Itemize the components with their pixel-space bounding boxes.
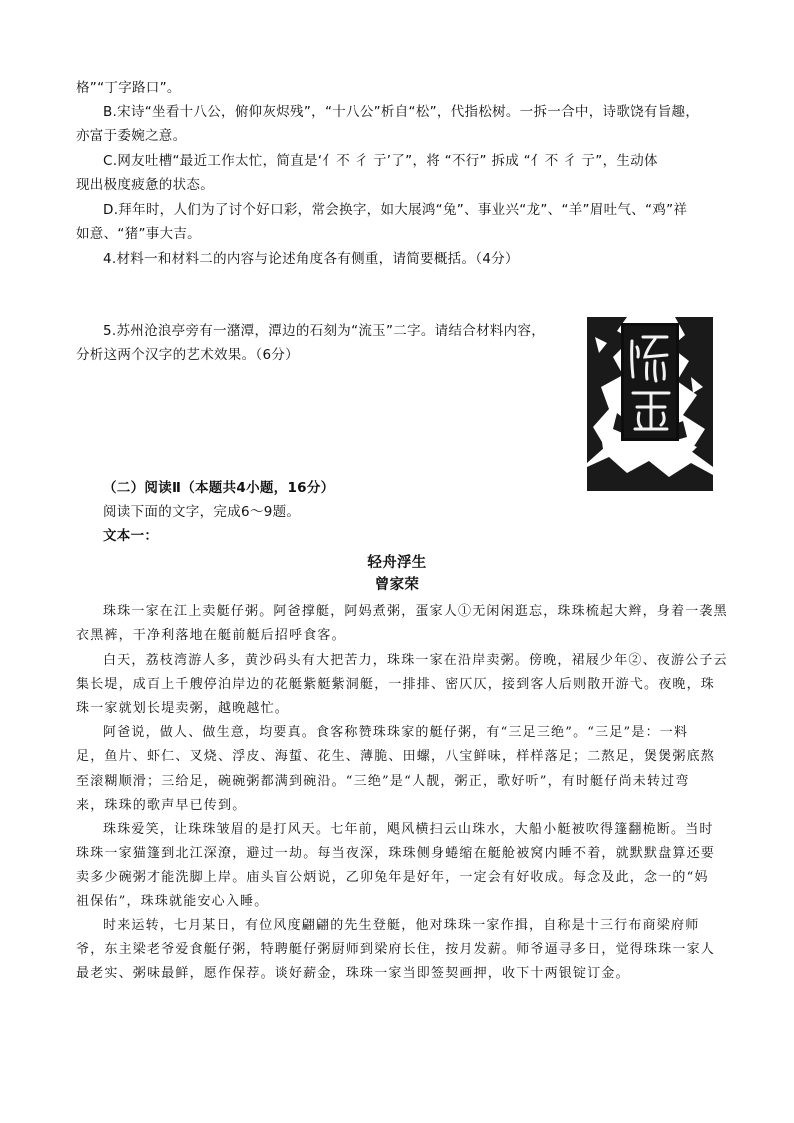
option-c-line: C.网友吐槽“最近工作太忙，简直是‘亻不 彳 亍’了”，将 “不行” 拆成 “亻不 彳 亍”，生动体 <box>103 153 658 169</box>
story-line: 阿爸说，做人、做生意，均要真。食客称赞珠珠家的艇仔粥，有“三足三绝”。“三足”是：一料 <box>103 725 689 740</box>
stone-carving-image <box>587 317 713 491</box>
story-line: 爷，东主梁老爷爱食艇仔粥，特聘艇仔粥厨师到梁府长住，按月发薪。师爷逼寻多日，觉得珠珠一家人 <box>76 942 716 957</box>
story-author: 曾家荣 <box>374 577 420 593</box>
question-5-line1: 5.苏州沧浪亭旁有一潴潭，潭边的石刻为“流玉”二字。请结合材料内容， <box>103 323 546 339</box>
section-heading: （二）阅读Ⅱ（本题共4小题，16分） <box>103 480 335 496</box>
text-line: 如意、“猪”事大吉。 <box>76 226 201 242</box>
option-b-line: B.宋诗“坐看十八公，俯仰灰烬残”，“十八公”析自“松”，代指松树。一拆一合中，诗歌饶有旨趣， <box>103 104 700 120</box>
story-line: 来，珠珠的歌声早已传到。 <box>76 798 247 813</box>
text-line: 格”“丁字路口”。 <box>76 80 181 96</box>
question-5-line2: 分析这两个汉字的艺术效果。（6分） <box>76 347 299 363</box>
story-line: 珠珠一家在江上卖艇仔粥。阿爸撑艇，阿妈煮粥，蛋家人①无闲闲逛忘，珠珠梳起大辫，身着一袭黑 <box>103 604 728 619</box>
story-title: 轻舟浮生 <box>367 555 427 571</box>
story-line: 珠珠一家猫篷到北江深潦，避过一劫。每当夜深，珠珠侧身蜷缩在艇舱被窝内睡不着，就默默盘算还要 <box>76 846 716 861</box>
section-instruction: 阅读下面的文字，完成6～9题。 <box>103 504 301 520</box>
question-4: 4.材料一和材料二的内容与论述角度各有侧重，请简要概括。（4分） <box>103 251 519 267</box>
option-d-line: D.拜年时，人们为了讨个好口彩，常会换字，如大展鸿“兔”、事业兴“龙”、“羊”眉吐气、“鸡”祥 <box>103 202 688 218</box>
story-line: 卖多少碗粥才能洗脚上岸。庙头盲公炳说，乙卯兔年是好年，一定会有好收成。每念及此，念一的“妈 <box>76 870 709 885</box>
story-line: 白天，荔枝湾游人多，黄沙码头有大把苦力，珠珠一家在沿岸卖粥。傍晚，裙屐少年②、夜游公子云 <box>103 653 728 668</box>
text-line: 亦富于委婉之意。 <box>76 128 187 144</box>
story-line: 祖保佑”，珠珠就能安心入睡。 <box>76 894 269 909</box>
story-line: 最老实、粥味最鲜，愿作保荐。谈好薪金，珠珠一家当即签契画押，收下十两银锭订金。 <box>76 966 630 981</box>
story-line: 集长堤，成百上千艘停泊岸边的花艇紫艇紫洞艇，一排排、密仄仄，接到客人后则散开游弋。夜晚，珠 <box>76 677 716 692</box>
text-line: 现出极度疲惫的状态。 <box>76 177 214 193</box>
story-line: 珠珠爱笑，让珠珠皱眉的是打风天。七年前，飓风横扫云山珠水，大船小艇被吹得篷翻桅断。当时 <box>103 822 714 837</box>
story-line: 至滚糊顺滑；三给足，碗碗粥都满到碗沿。“三绝”是“人靓，粥正，歌好听”，有时艇仔尚未转过弯 <box>76 774 690 789</box>
story-line: 珠一家就划长堤卖粥，越晚越忙。 <box>76 701 290 716</box>
story-line: 足，鱼片、虾仁、叉烧、浮皮、海蜇、花生、薄脆、田螺，八宝鲜味，样样落足；二熬足，煲煲粥底熬 <box>76 749 716 764</box>
text-label: 文本一： <box>103 528 159 544</box>
story-line: 衣黑裤，干净利落地在艇前艇后招呼食客。 <box>76 628 346 643</box>
story-line: 时来运转，七月某日，有位风度翩翩的先生登艇，他对珠珠一家作揖，自称是十三行布商梁府师 <box>103 918 700 933</box>
